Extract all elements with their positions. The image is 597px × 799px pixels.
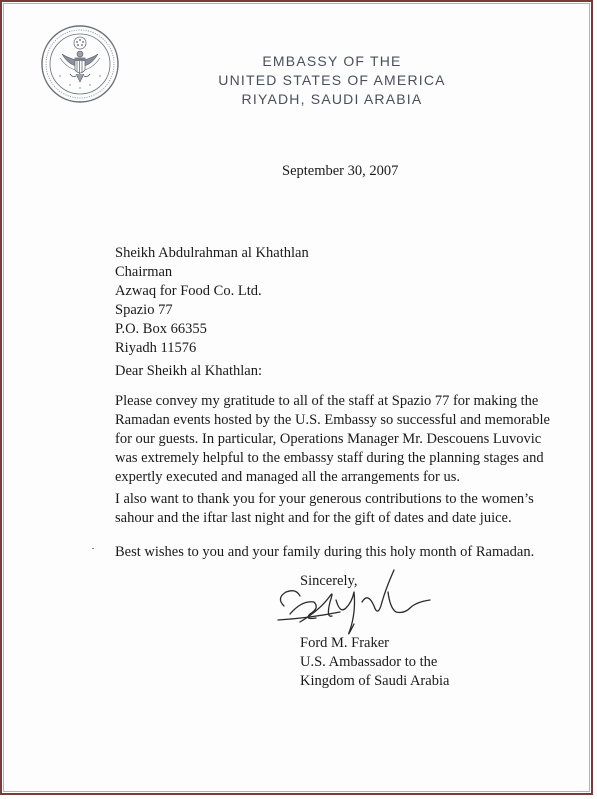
signer-name: Ford M. Fraker	[300, 635, 390, 651]
signer-title-line2: Kingdom of Saudi Arabia	[300, 673, 450, 689]
recipient-venue: Spazio 77	[115, 302, 173, 318]
scan-speck	[92, 548, 94, 549]
signer-title-line1: U.S. Ambassador to the	[300, 654, 438, 670]
letter-date: September 30, 2007	[282, 163, 399, 179]
recipient-company: Azwaq for Food Co. Ltd.	[115, 283, 262, 299]
closing: Sincerely,	[300, 573, 358, 589]
recipient-po-box: P.O. Box 66355	[115, 321, 207, 337]
recipient-name: Sheikh Abdulrahman al Khathlan	[115, 245, 309, 261]
signer-block	[300, 634, 449, 691]
recipient-city: Riyadh 11576	[115, 340, 197, 356]
recipient-block	[115, 244, 309, 358]
body-paragraph-gratitude: Please convey my gratitude to all of the staff at Spazio 77 for making the Ramadan events hosted by the U.S. Embassy so successful and memorable for our guests. In particular, Operations Manager Mr. Descouens Luvovic was extremely helpful to the embassy staff during the planning stages and expertly executed and managed all the arrangements for us.	[115, 393, 550, 485]
letterhead-line-city: RIYADH, SAUDI ARABIA	[241, 91, 423, 107]
great-seal-icon	[40, 24, 120, 104]
letterhead	[212, 52, 452, 109]
salutation: Dear Sheikh al Khathlan:	[115, 363, 262, 379]
letterhead-line-country: UNITED STATES OF AMERICA	[218, 72, 446, 88]
letterhead-line-embassy: EMBASSY OF THE	[262, 53, 402, 69]
body-paragraph-thanks: I also want to thank you for your generous contributions to the women’s sahour and the iftar last night and for the gift of dates and date juice.	[115, 491, 534, 526]
body-paragraph-wishes: Best wishes to you and your family during this holy month of Ramadan.	[115, 544, 535, 560]
recipient-title: Chairman	[115, 264, 173, 280]
